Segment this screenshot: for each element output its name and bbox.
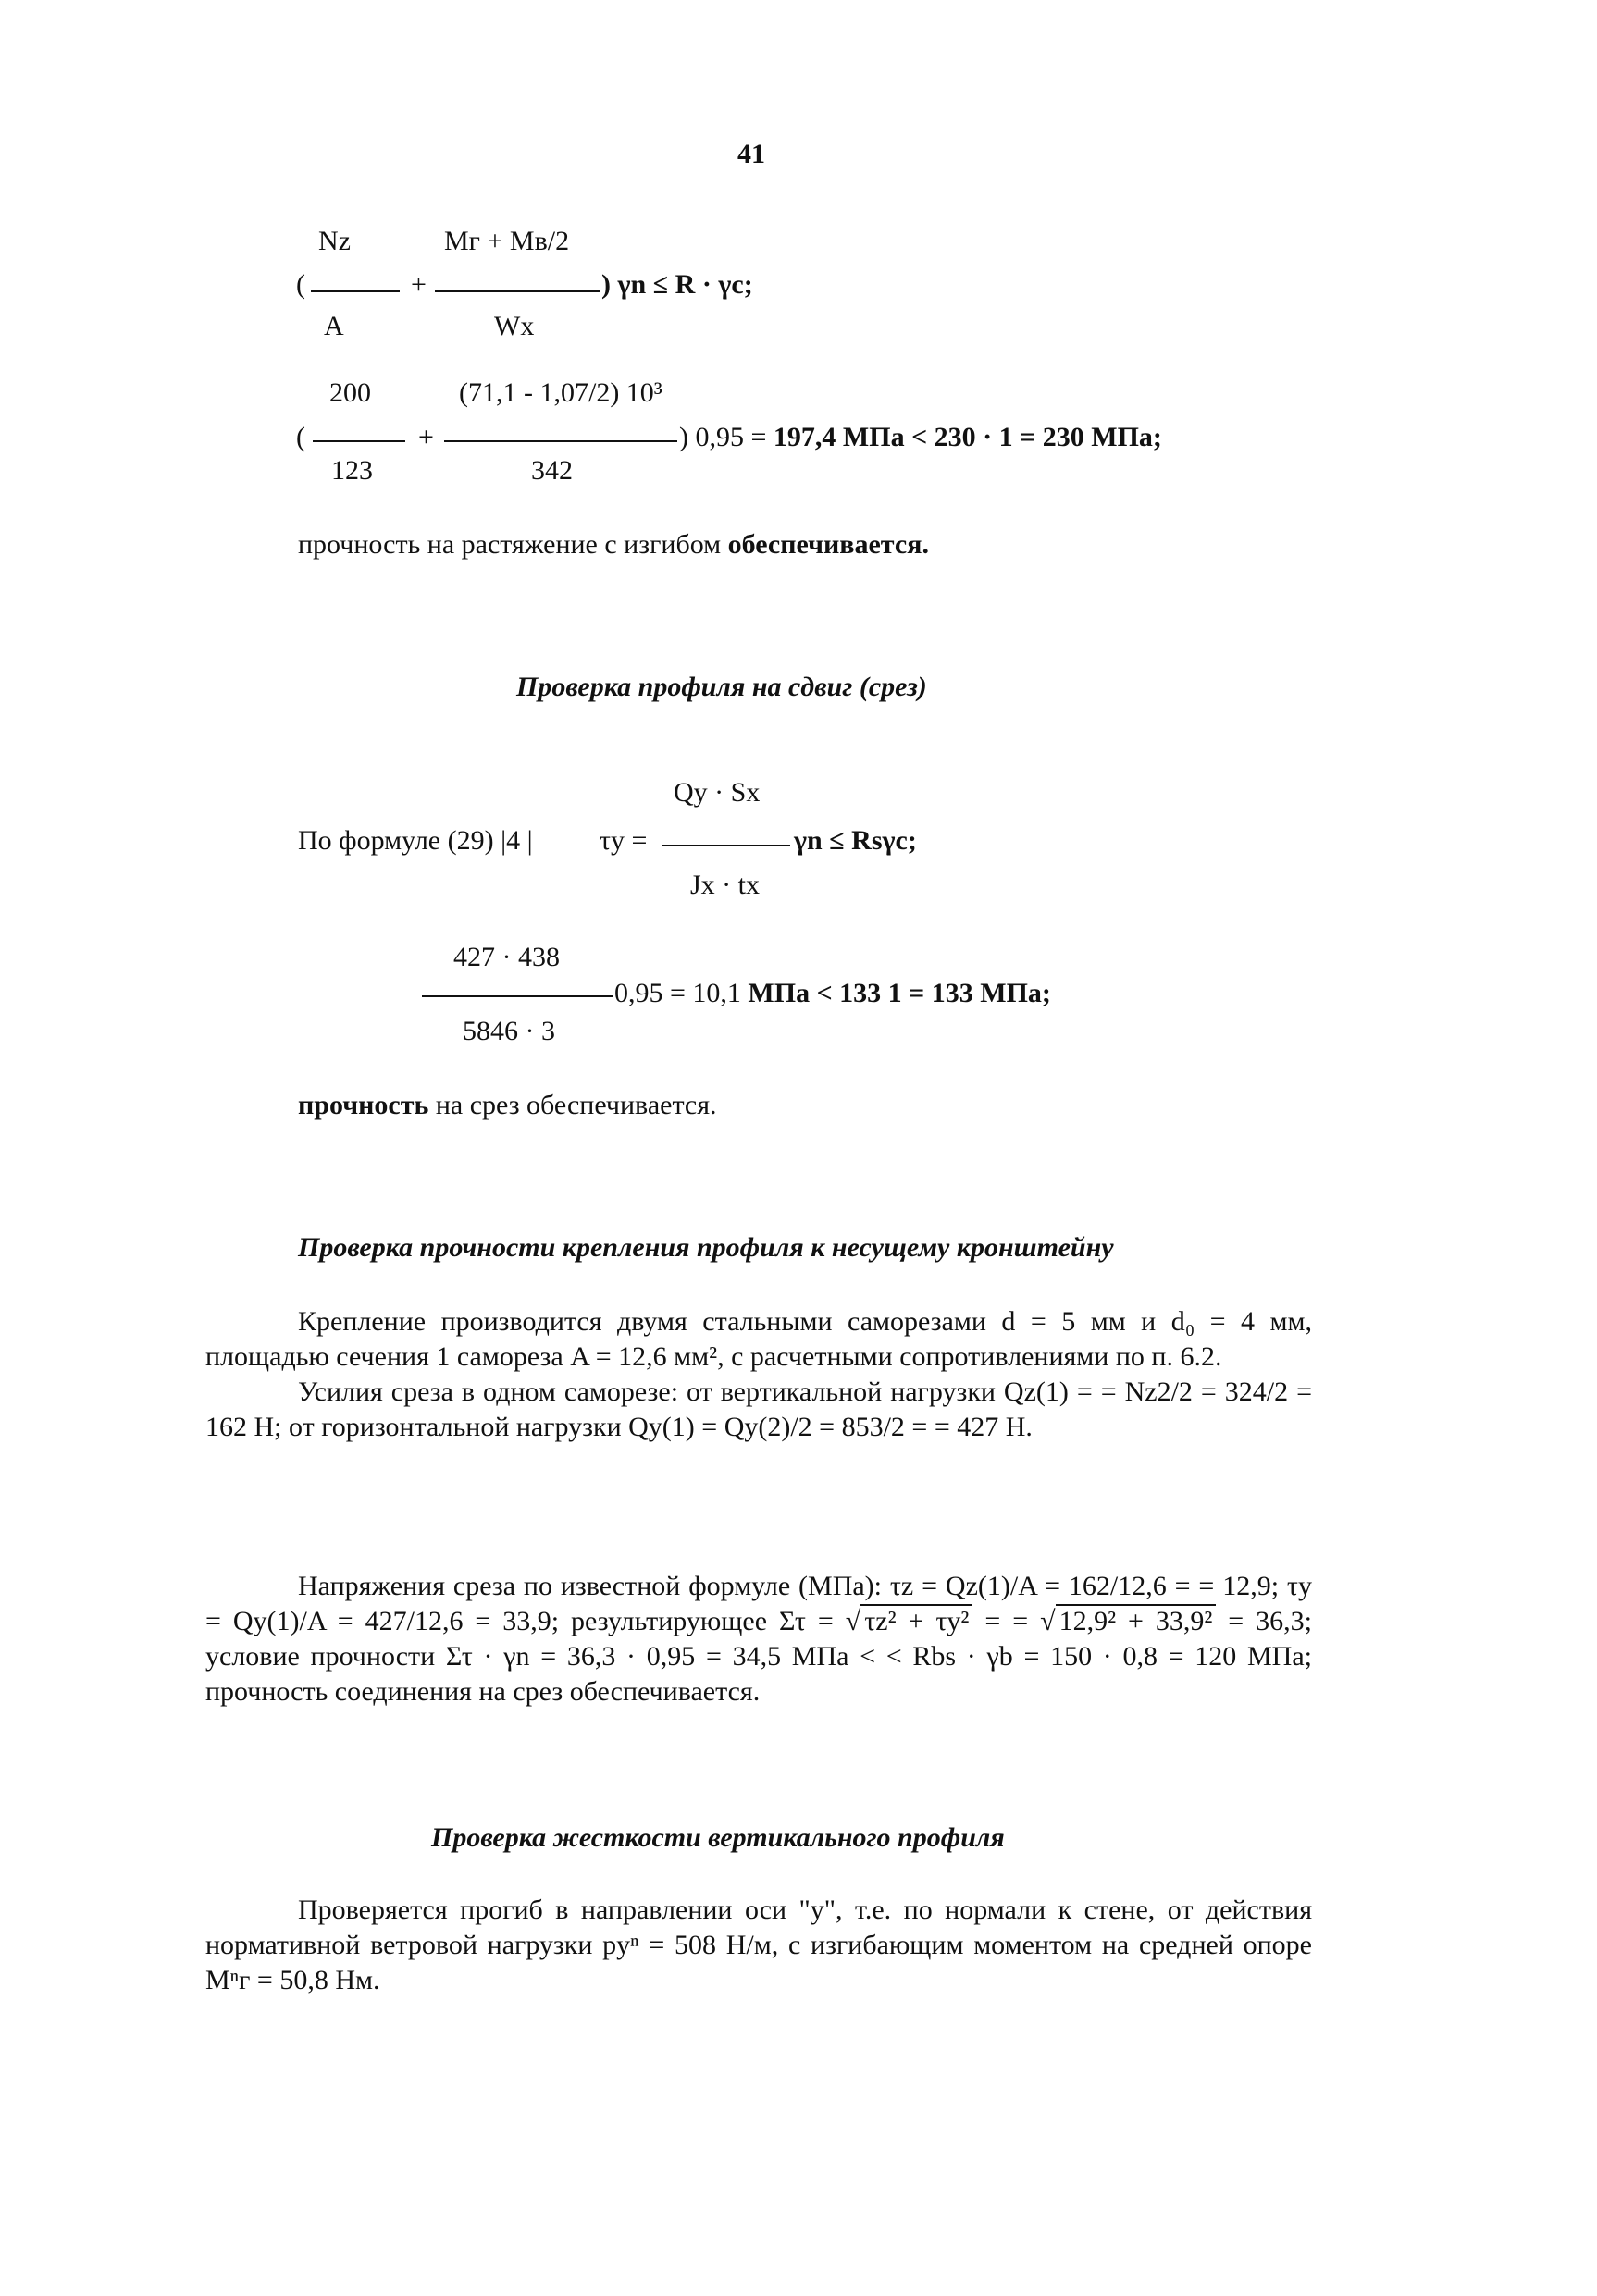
section-heading-fastening: Проверка прочности крепления профиля к несущему кронштейну — [298, 1232, 1114, 1263]
fraction-bar — [311, 290, 400, 292]
paragraph-stiffness — [205, 1893, 1312, 1998]
paragraph-fastening — [205, 1304, 1312, 1445]
fraction-bar — [662, 845, 790, 846]
conclusion-bold: прочность — [298, 1090, 429, 1120]
stress-part-1: Напряжения среза по известной формуле (МПа): τz = Qz(1)/A = 162/12,6 = = 12,9; τy = Qy(1)/A = 427/12,6 = 33,9; результирующее Στ = √ — [205, 1571, 1312, 1636]
formula-tail: γn ≤ Rsγc; — [794, 825, 917, 856]
fraction-bar — [435, 290, 600, 292]
formula-tail: ) γn ≤ R · γc; — [601, 269, 753, 300]
fraction-bar — [444, 440, 677, 442]
formula-denominator: 5846 · 3 — [463, 1016, 555, 1046]
section-heading-shear: Проверка профиля на сдвиг (срез) — [516, 672, 927, 702]
section-heading-stiffness: Проверка жесткости вертикального профиля — [431, 1822, 1005, 1853]
formula-paren: ( — [296, 422, 305, 452]
paragraph-stress — [205, 1569, 1312, 1710]
paragraph-stress-text — [205, 1569, 1312, 1710]
sqrt-radicand: τz² + τy² — [860, 1604, 972, 1636]
formula-operator: + — [411, 269, 427, 300]
stress-part-3: = 36,3; условие прочности Στ · γn = 36,3 · 0,95 = 34,5 МПа < < Rbs · γb = 150 · 0,8 = 120 МПа; прочность соединения на срез обеспечивается. — [205, 1606, 1312, 1707]
conclusion-bold: обеспечивается. — [727, 529, 929, 560]
formula-denominator: Jx · tx — [690, 870, 760, 900]
formula-tail-result: 197,4 МПа < 230 · 1 = 230 МПа; — [773, 422, 1162, 452]
formula-tail-plain: 0,95 = 10,1 — [614, 978, 749, 1008]
formula-lhs: τy = — [600, 825, 648, 856]
stress-part-2: = = √ — [972, 1606, 1056, 1636]
formula-denominator: Wx — [494, 311, 535, 341]
formula-numerator: Nz — [318, 226, 351, 256]
shear-conclusion — [298, 1092, 717, 1119]
formula-paren: ( — [296, 269, 305, 300]
paragraph-fastening-2: Усилия среза в одном саморезе: от вертикальной нагрузки Qz(1) = = Nz2/2 = 324/2 = 162 Н; от горизонтальной нагрузки Qy(1) = Qy(2)/2 = 853/2 = = 427 Н. — [205, 1376, 1312, 1442]
formula-numerator: 427 · 438 — [453, 942, 560, 972]
fraction-bar — [422, 995, 613, 997]
formula-prefix: По формуле (29) |4 | — [298, 825, 533, 856]
formula-denominator: 342 — [531, 455, 573, 486]
formula-numerator: Mг + Mв/2 — [444, 226, 570, 256]
tension-conclusion — [298, 531, 929, 559]
formula-numerator: Qy · Sx — [674, 777, 761, 808]
formula-denominator: A — [324, 311, 344, 341]
formula-operator: + — [418, 422, 434, 452]
formula-denominator: 123 — [331, 455, 373, 486]
conclusion-text: на срез обеспечивается. — [428, 1090, 717, 1120]
formula-tail — [614, 980, 1051, 1007]
formula-numerator: 200 — [329, 377, 371, 408]
paragraph-fastening-1: Крепление производится двумя стальными саморезами d = 5 мм и d₀ = 4 мм, площадью сечения 1 самореза A = 12,6 мм², с расчетными сопротивлениями по п. 6.2. — [205, 1306, 1312, 1372]
paragraph-stiffness-text: Проверяется прогиб в направлении оси "y", т.е. по нормали к стене, от действия нормативной ветровой нагрузки pyⁿ = 508 Н/м, с изгибающим моментом на средней опоре Mⁿг = 50,8 Нм. — [205, 1895, 1312, 1995]
fraction-bar — [313, 440, 405, 442]
formula-tail — [679, 424, 1162, 451]
formula-tail-plain: ) 0,95 = — [679, 422, 774, 452]
formula-tail-result: МПа < 133 1 = 133 МПа; — [748, 978, 1051, 1008]
conclusion-text: прочность на растяжение с изгибом — [298, 529, 728, 560]
formula-numerator: (71,1 - 1,07/2) 10³ — [459, 377, 662, 408]
sqrt-radicand: 12,9² + 33,9² — [1056, 1604, 1217, 1636]
page-number: 41 — [737, 139, 765, 169]
